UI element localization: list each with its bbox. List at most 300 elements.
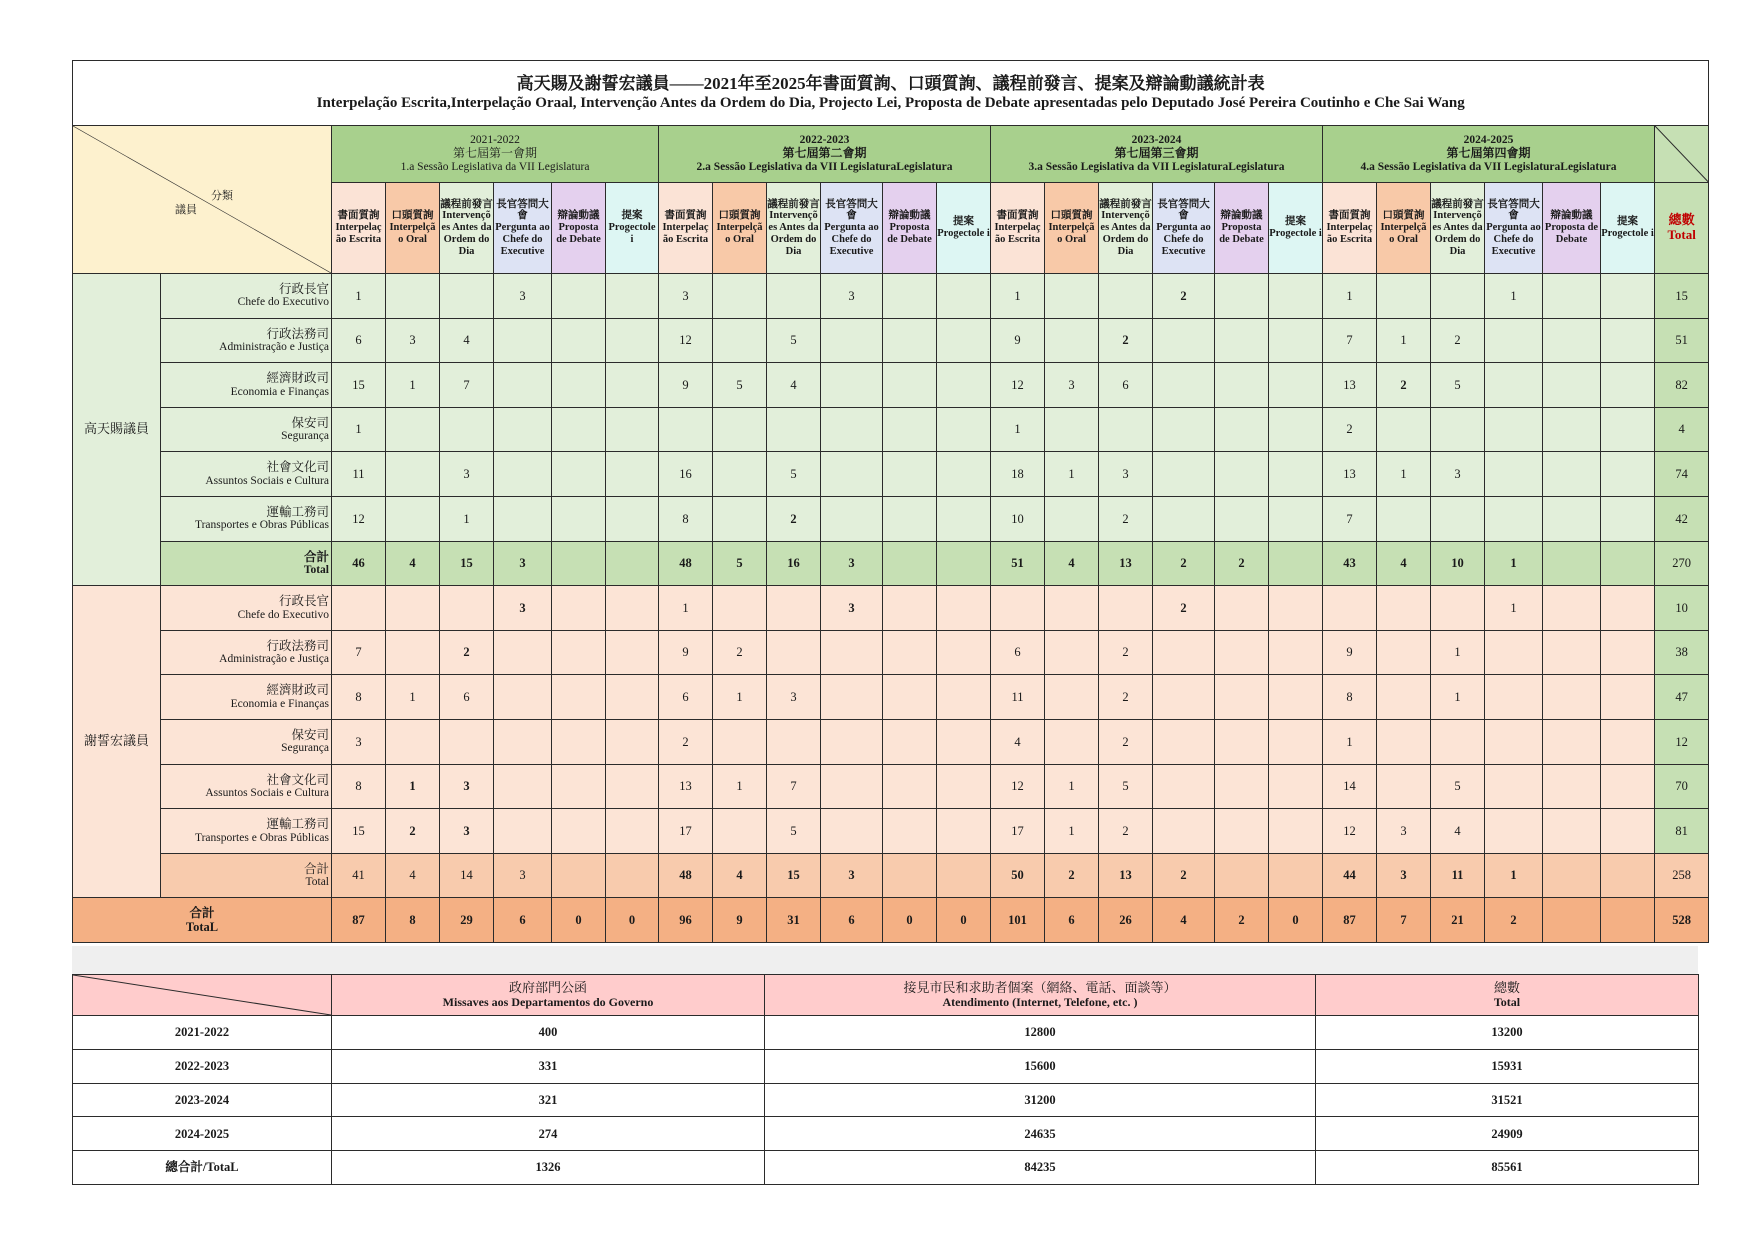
correspondence-table: [72, 974, 1699, 1185]
value-cell: 3: [494, 274, 552, 319]
secondary-missives: 331: [332, 1049, 765, 1083]
value-cell: 12: [659, 318, 713, 363]
secondary-attendance: 31200: [765, 1083, 1316, 1117]
value-cell: [494, 363, 552, 408]
category-zh: 提案: [953, 216, 974, 228]
value-cell: [1431, 274, 1485, 319]
grand-total-cell: 6: [1045, 898, 1099, 943]
value-cell: [821, 809, 883, 854]
value-cell: [606, 496, 659, 541]
value-cell: 5: [713, 363, 767, 408]
value-cell: [937, 719, 991, 764]
value-cell: [1601, 407, 1655, 452]
subtotal-cell: 15: [440, 541, 494, 586]
value-cell: [1215, 496, 1269, 541]
department-pt: Economia e Finanças: [230, 697, 329, 710]
grand-total-cell: 0: [1269, 898, 1323, 943]
value-cell: [1431, 719, 1485, 764]
value-cell: [1485, 452, 1543, 497]
value-cell: [606, 363, 659, 408]
grand-total-total: 528: [1655, 898, 1709, 943]
value-cell: [494, 675, 552, 720]
secondary-missives: 400: [332, 1016, 765, 1050]
value-cell: 15: [332, 363, 386, 408]
subtotal-total: 270: [1655, 541, 1709, 586]
value-cell: [659, 407, 713, 452]
grand-total-zh: 合計: [189, 905, 215, 920]
value-cell: [937, 318, 991, 363]
value-cell: [1485, 407, 1543, 452]
value-cell: 8: [332, 764, 386, 809]
secondary-total: 31521: [1316, 1083, 1699, 1117]
value-cell: 6: [440, 675, 494, 720]
value-cell: [1601, 586, 1655, 631]
subtotal-cell: [1269, 853, 1323, 898]
subtotal-cell: 3: [494, 853, 552, 898]
department-label: [161, 318, 332, 363]
secondary-year: 總合計/TotaL: [73, 1151, 332, 1185]
grand-total-cell: 4: [1153, 898, 1215, 943]
value-cell: [386, 452, 440, 497]
department-pt: Transportes e Obras Públicas: [194, 831, 329, 844]
category-header: [991, 183, 1045, 274]
value-cell: [332, 586, 386, 631]
category-zh: 議程前發言: [1099, 198, 1152, 210]
subtotal-cell: [552, 853, 606, 898]
subtotal-cell: [937, 853, 991, 898]
grand-total-cell: 29: [440, 898, 494, 943]
category-header: [1377, 183, 1431, 274]
grand-total-cell: 21: [1431, 898, 1485, 943]
grand-total-cell: 87: [332, 898, 386, 943]
value-cell: 2: [1099, 719, 1153, 764]
value-cell: [1543, 764, 1601, 809]
value-cell: [1153, 318, 1215, 363]
table-row: [73, 719, 1709, 764]
secondary-total: 85561: [1316, 1151, 1699, 1185]
subtotal-label: [161, 541, 332, 586]
value-cell: [1485, 630, 1543, 675]
value-cell: [1153, 452, 1215, 497]
value-cell: 7: [767, 764, 821, 809]
value-cell: [713, 318, 767, 363]
value-cell: [1045, 719, 1099, 764]
category-pt: Interpelçã o Oral: [389, 222, 436, 245]
grand-total-cell: 0: [937, 898, 991, 943]
value-cell: 1: [386, 764, 440, 809]
value-cell: [1601, 675, 1655, 720]
subtotal-cell: [1601, 853, 1655, 898]
value-cell: [552, 318, 606, 363]
value-cell: 3: [1377, 809, 1431, 854]
member-name: 高天賜議員: [73, 274, 161, 586]
value-cell: [606, 675, 659, 720]
value-cell: [1485, 318, 1543, 363]
value-cell: [1045, 630, 1099, 675]
value-cell: 3: [659, 274, 713, 319]
category-pt: Progectole i: [937, 228, 990, 239]
category-header: [937, 183, 991, 274]
value-cell: 1: [1431, 675, 1485, 720]
category-zh: 提案: [1617, 216, 1638, 228]
secondary-row: [73, 1151, 1699, 1185]
value-cell: [440, 407, 494, 452]
subtotal-pt: Total: [303, 563, 329, 576]
value-cell: 2: [767, 496, 821, 541]
value-cell: [440, 274, 494, 319]
value-cell: 12: [991, 764, 1045, 809]
value-cell: [440, 586, 494, 631]
value-cell: 2: [1323, 407, 1377, 452]
value-cell: [821, 452, 883, 497]
value-cell: [1269, 719, 1323, 764]
grand-total-pt: TotaL: [185, 920, 219, 935]
subtotal-cell: 11: [1431, 853, 1485, 898]
grand-total-cell: 0: [883, 898, 937, 943]
value-cell: 9: [991, 318, 1045, 363]
value-cell: [1215, 407, 1269, 452]
category-zh: 書面質詢: [996, 210, 1039, 222]
secondary-row: [73, 1117, 1699, 1151]
value-cell: [1215, 630, 1269, 675]
subtotal-cell: [552, 541, 606, 586]
subtotal-cell: 5: [713, 541, 767, 586]
subtotal-cell: 1: [1485, 541, 1543, 586]
value-cell: 4: [991, 719, 1045, 764]
category-pt: Pergunta ao Chefe do Executive: [1156, 222, 1211, 257]
subtotal-cell: 15: [767, 853, 821, 898]
category-pt: Intervençõ es Antes da Ordem do Dia: [768, 210, 819, 257]
value-cell: 3: [440, 452, 494, 497]
category-header: [552, 183, 606, 274]
value-cell: 3: [821, 274, 883, 319]
grand-total-cell: 6: [494, 898, 552, 943]
value-cell: [937, 452, 991, 497]
department-label: [161, 719, 332, 764]
value-cell: 4: [440, 318, 494, 363]
value-cell: [713, 452, 767, 497]
grand-total-cell: 6: [821, 898, 883, 943]
value-cell: [1601, 452, 1655, 497]
department-zh: 社會文化司: [266, 772, 329, 787]
member-name: 謝誓宏議員: [73, 586, 161, 898]
subtotal-cell: [883, 541, 937, 586]
value-cell: [991, 586, 1045, 631]
value-cell: [1543, 274, 1601, 319]
secondary-row: [73, 1016, 1699, 1050]
subtotal-cell: 46: [332, 541, 386, 586]
subtotal-cell: [937, 541, 991, 586]
corner-category-label: 分類: [211, 190, 233, 202]
value-cell: [883, 274, 937, 319]
value-cell: [937, 675, 991, 720]
category-zh: 長官答問大會: [1487, 198, 1540, 222]
category-header: [1099, 183, 1153, 274]
secondary-missives: 274: [332, 1117, 765, 1151]
value-cell: [883, 630, 937, 675]
value-cell: [1601, 630, 1655, 675]
department-label: [161, 274, 332, 319]
corner-member-label: 議員: [175, 204, 197, 216]
category-header: [1153, 183, 1215, 274]
value-cell: 2: [1099, 496, 1153, 541]
row-total: 47: [1655, 675, 1709, 720]
value-cell: [494, 452, 552, 497]
value-cell: 1: [1377, 318, 1431, 363]
value-cell: [1153, 363, 1215, 408]
corner-header: [73, 126, 332, 274]
grand-total-cell: 96: [659, 898, 713, 943]
value-cell: 1: [440, 496, 494, 541]
category-header: [767, 183, 821, 274]
value-cell: 3: [821, 586, 883, 631]
category-pt: Pergunta ao Chefe do Executive: [824, 222, 879, 257]
subtotal-cell: [606, 853, 659, 898]
value-cell: [767, 274, 821, 319]
value-cell: [1215, 452, 1269, 497]
value-cell: 3: [440, 809, 494, 854]
value-cell: [1601, 274, 1655, 319]
value-cell: 11: [332, 452, 386, 497]
value-cell: 2: [1431, 318, 1485, 363]
subtotal-cell: 2: [1153, 541, 1215, 586]
value-cell: [1215, 586, 1269, 631]
value-cell: [552, 719, 606, 764]
value-cell: [713, 496, 767, 541]
secondary-year: 2022-2023: [73, 1049, 332, 1083]
secondary-attendance: 12800: [765, 1016, 1316, 1050]
value-cell: [883, 407, 937, 452]
grand-total-cell: [1543, 898, 1601, 943]
category-header: [494, 183, 552, 274]
value-cell: 3: [386, 318, 440, 363]
value-cell: [821, 496, 883, 541]
subtotal-cell: 14: [440, 853, 494, 898]
subtotal-total: 258: [1655, 853, 1709, 898]
subtotal-cell: [883, 853, 937, 898]
category-zh: 提案: [621, 210, 643, 222]
value-cell: [937, 586, 991, 631]
category-header: [1269, 183, 1323, 274]
subtotal-cell: 3: [821, 541, 883, 586]
value-cell: [821, 363, 883, 408]
value-cell: [494, 496, 552, 541]
value-cell: 4: [767, 363, 821, 408]
value-cell: [1153, 719, 1215, 764]
category-pt: Interpelçã o Oral: [1380, 222, 1427, 245]
category-pt: Proposta de Debate: [1544, 222, 1599, 245]
value-cell: [494, 809, 552, 854]
category-zh: 辯論動議: [557, 210, 600, 222]
category-zh: 長官答問大會: [825, 198, 878, 222]
grand-total-cell: 0: [606, 898, 659, 943]
value-cell: 5: [1431, 764, 1485, 809]
subtotal-cell: 48: [659, 541, 713, 586]
value-cell: [821, 675, 883, 720]
subtotal-cell: 3: [821, 853, 883, 898]
secondary-total: 13200: [1316, 1016, 1699, 1050]
grand-total-cell: 31: [767, 898, 821, 943]
department-label: [161, 675, 332, 720]
value-cell: 1: [1431, 630, 1485, 675]
value-cell: [713, 407, 767, 452]
value-cell: [1269, 630, 1323, 675]
value-cell: 2: [1377, 363, 1431, 408]
grand-total-cell: 2: [1485, 898, 1543, 943]
category-pt: Interpelçã o Oral: [716, 222, 763, 245]
category-pt: Pergunta ao Chefe do Executive: [1486, 222, 1541, 257]
value-cell: [1377, 586, 1431, 631]
value-cell: 12: [332, 496, 386, 541]
value-cell: [606, 719, 659, 764]
value-cell: [821, 407, 883, 452]
period-header-2: 2022-2023 第七屆第二會期 2.a Sessão Legislativa da VII LegislaturaLegislatura: [659, 126, 991, 183]
value-cell: [606, 318, 659, 363]
category-zh: 書面質詢: [337, 210, 380, 222]
value-cell: [1153, 496, 1215, 541]
category-zh: 議程前發言: [440, 198, 493, 210]
value-cell: [1601, 809, 1655, 854]
secondary-total: 15931: [1316, 1049, 1699, 1083]
value-cell: [494, 318, 552, 363]
grand-total-cell: 26: [1099, 898, 1153, 943]
value-cell: [767, 719, 821, 764]
category-header: [1215, 183, 1269, 274]
secondary-missives: 321: [332, 1083, 765, 1117]
value-cell: 1: [659, 586, 713, 631]
total-column-header: 總數 Total: [1655, 183, 1709, 274]
value-cell: 7: [440, 363, 494, 408]
department-pt: Chefe do Executivo: [237, 296, 329, 309]
value-cell: 1: [1045, 809, 1099, 854]
table-row: [73, 809, 1709, 854]
subtotal-cell: 41: [332, 853, 386, 898]
value-cell: 7: [1323, 318, 1377, 363]
value-cell: [1045, 675, 1099, 720]
secondary-row: [73, 1049, 1699, 1083]
value-cell: [1153, 764, 1215, 809]
category-pt: Interpelçã o Oral: [1048, 222, 1095, 245]
value-cell: 1: [713, 764, 767, 809]
value-cell: 1: [1485, 586, 1543, 631]
value-cell: [1431, 586, 1485, 631]
value-cell: [1215, 809, 1269, 854]
value-cell: [606, 764, 659, 809]
category-zh: 口頭質詢: [391, 210, 434, 222]
period-header-1: 2021-2022 第七屆第一會期 1.a Sessão Legislativa da VII Legislatura: [332, 126, 659, 183]
value-cell: [1269, 764, 1323, 809]
value-cell: [1543, 586, 1601, 631]
value-cell: [386, 719, 440, 764]
value-cell: [606, 809, 659, 854]
value-cell: [1269, 496, 1323, 541]
value-cell: [1045, 586, 1099, 631]
subtotal-cell: [606, 541, 659, 586]
value-cell: [1543, 630, 1601, 675]
value-cell: [1485, 496, 1543, 541]
table-title: [73, 61, 1709, 126]
category-zh: 長官答問大會: [1157, 198, 1210, 222]
subtotal-cell: [1601, 541, 1655, 586]
header-missives: 政府部門公函 Missaves aos Departamentos do Governo: [332, 975, 765, 1016]
value-cell: [1601, 363, 1655, 408]
category-header: [1601, 183, 1655, 274]
subtotal-row: [73, 541, 1709, 586]
table-row: [73, 274, 1709, 319]
value-cell: 6: [1099, 363, 1153, 408]
department-zh: 經濟財政司: [266, 371, 329, 386]
grand-total-row: [73, 898, 1709, 943]
value-cell: 5: [1099, 764, 1153, 809]
subtotal-cell: 4: [1377, 541, 1431, 586]
value-cell: [1601, 719, 1655, 764]
subtotal-label: [161, 853, 332, 898]
subtotal-cell: 3: [494, 541, 552, 586]
value-cell: [821, 719, 883, 764]
category-header: [659, 183, 713, 274]
value-cell: [883, 452, 937, 497]
department-zh: 保安司: [291, 727, 329, 742]
category-zh: 辯論動議: [1220, 210, 1263, 222]
department-zh: 行政法務司: [266, 326, 329, 341]
category-zh: 辯論動議: [888, 210, 931, 222]
subtotal-cell: 13: [1099, 853, 1153, 898]
category-header: [1045, 183, 1099, 274]
secondary-corner: [73, 975, 332, 1016]
row-total: 51: [1655, 318, 1709, 363]
value-cell: [552, 407, 606, 452]
value-cell: [1099, 407, 1153, 452]
category-header: [1543, 183, 1601, 274]
department-pt: Transportes e Obras Públicas: [194, 519, 329, 532]
category-header: [1431, 183, 1485, 274]
subtotal-cell: 1: [1485, 853, 1543, 898]
category-header: [440, 183, 494, 274]
category-pt: Progectole i: [1269, 228, 1322, 239]
value-cell: 1: [332, 407, 386, 452]
value-cell: [1153, 809, 1215, 854]
table-row: [73, 630, 1709, 675]
value-cell: [1543, 452, 1601, 497]
value-cell: [440, 719, 494, 764]
department-zh: 行政長官: [278, 282, 329, 296]
category-zh: 議程前發言: [1431, 198, 1484, 210]
row-total: 81: [1655, 809, 1709, 854]
subtotal-cell: 4: [386, 853, 440, 898]
value-cell: 3: [767, 675, 821, 720]
grand-total-cell: 0: [552, 898, 606, 943]
value-cell: [883, 496, 937, 541]
department-label: [161, 363, 332, 408]
period-header-3: 2023-2024 第七屆第三會期 3.a Sessão Legislativa da VII LegislaturaLegislatura: [991, 126, 1323, 183]
table-spacer: [72, 946, 1698, 974]
row-total: 82: [1655, 363, 1709, 408]
value-cell: [1377, 630, 1431, 675]
header-attendance: 接見市民和求助者個案（網絡、電話、面談等） Atendimento (Internet, Telefone, etc. ): [765, 975, 1316, 1016]
value-cell: [1485, 809, 1543, 854]
value-cell: [494, 764, 552, 809]
value-cell: 2: [1153, 586, 1215, 631]
value-cell: 1: [386, 363, 440, 408]
title-pt: Interpelação Escrita,Interpelação Oraal, Intervenção Antes da Ordem do Dia, Projecto Lei, Proposta de Debate apresentadas pelo Deputado José Pereira Coutinho e Che Sai Wang: [316, 95, 1465, 112]
department-pt: Assuntos Sociais e Cultura: [205, 786, 329, 799]
value-cell: [883, 719, 937, 764]
category-pt: Interpelaç ão Escrita: [662, 222, 709, 245]
value-cell: 1: [1377, 452, 1431, 497]
row-total: 74: [1655, 452, 1709, 497]
value-cell: [1045, 318, 1099, 363]
value-cell: [386, 496, 440, 541]
